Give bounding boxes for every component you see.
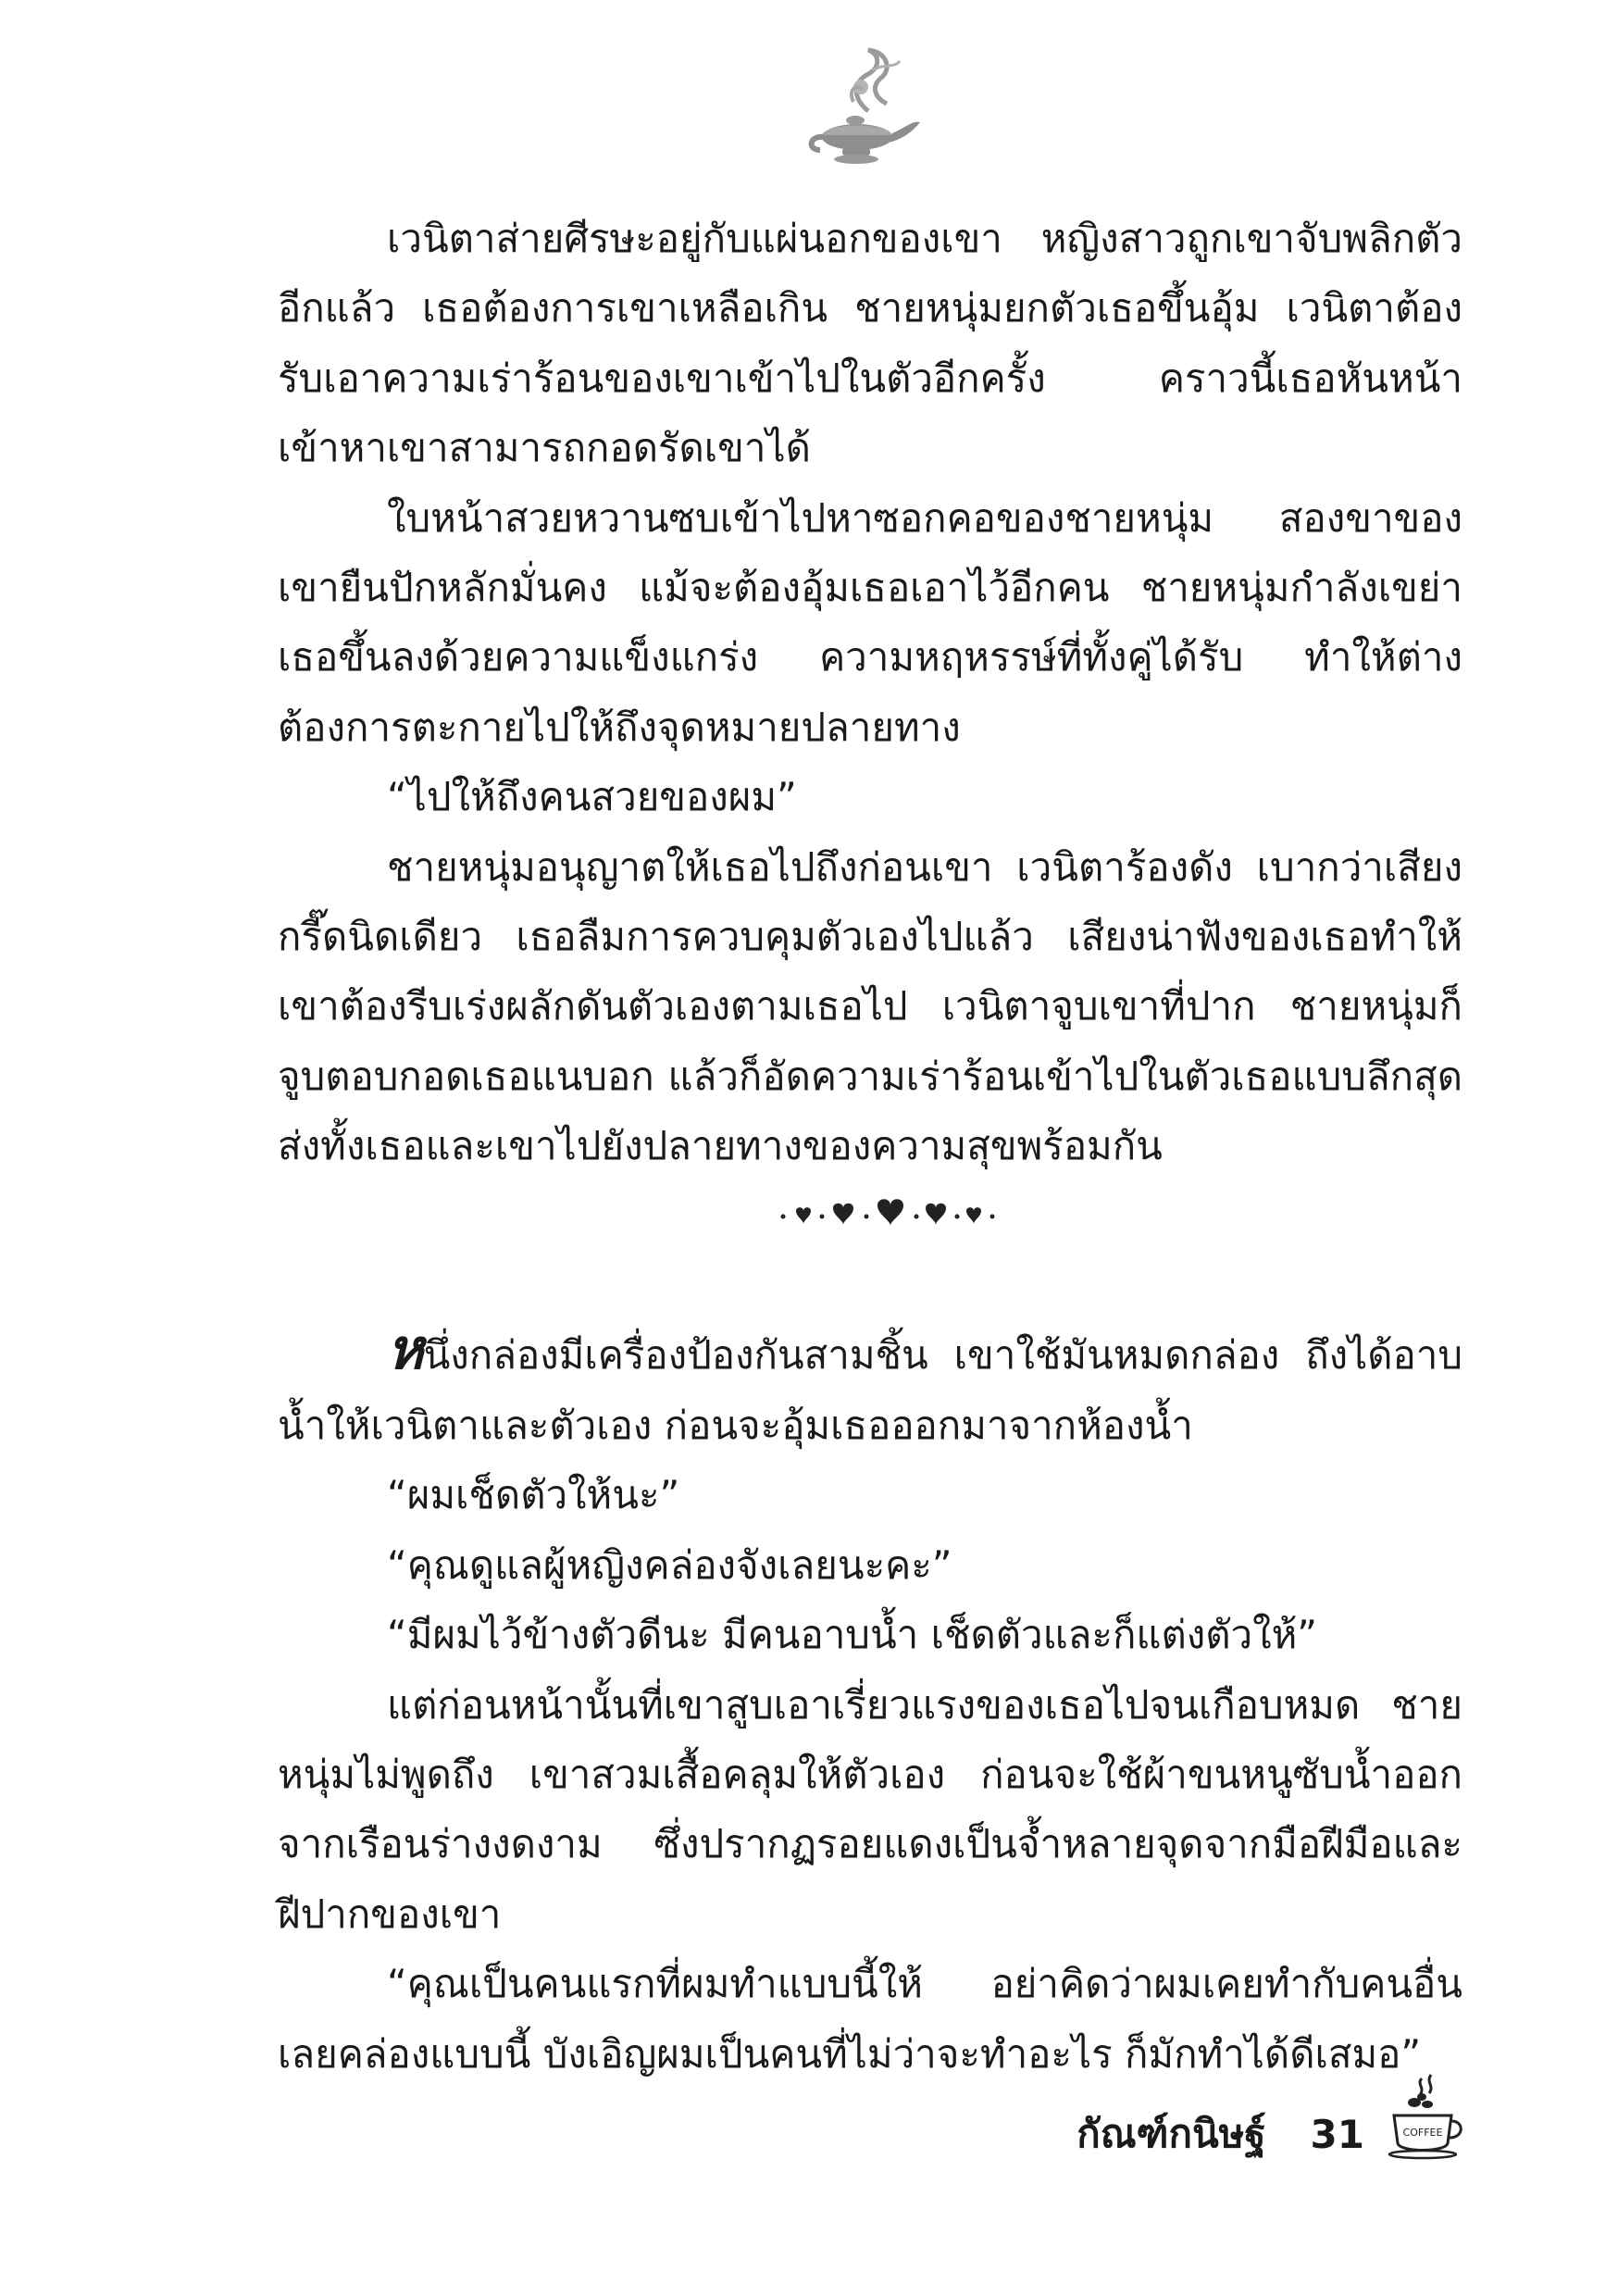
paragraph: ชายหนุ่มอนุญาตให้เธอไปถึงก่อนเขา เวนิตาร้องดัง เบากว่าเสียงกรี๊ดนิดเดียว เธอลืมการควบคุมตัวเองไปแล้ว เสียงน่าฟังของเธอทำให้เขาต้องรีบเร่งผลักดันตัวเองตามเธอไป เวนิตาจูบเขาที่ปาก ชายหนุ่มก็จูบตอบกอดเธอแนบอก แล้วก็อัดความเร่าร้อนเข้าไปในตัวเธอแบบลึกสุด ส่งทั้งเธอและเขาไปยังปลายทางของความสุขพร้อมกัน <box>278 843 1462 1169</box>
body-text <box>278 204 1462 2089</box>
paragraph: “ผมเช็ดตัวให้นะ” <box>387 1472 680 1518</box>
paragraph: “มีผมไว้ข้างตัวดีนะ มีคนอาบน้ำ เช็ดตัวและก็แต่งตัวให้” <box>387 1612 1318 1658</box>
coffee-label: COFFEE <box>1402 2127 1443 2139</box>
genie-lamp-icon <box>796 46 926 167</box>
coffee-cup-icon <box>1385 2071 1470 2160</box>
page-footer <box>1077 2083 1470 2185</box>
paragraph: “คุณดูแลผู้หญิงคล่องจังเลยนะคะ” <box>387 1541 952 1588</box>
paragraph: “คุณเป็นคนแรกที่ผมทำแบบนี้ให้ อย่าคิดว่าผมเคยทำกับคนอื่นเลยคล่องแบบนี้ บังเอิญผมเป็นคนที่ไม่ว่าจะทำอะไร ก็มักทำได้ดีเสมอ” <box>278 1961 1462 2077</box>
paragraph: แต่ก่อนหน้านั้นที่เขาสูบเอาเรี่ยวแรงของเธอไปจนเกือบหมด ชายหนุ่มไม่พูดถึง เขาสวมเสื้อคลุมให้ตัวเอง ก่อนจะใช้ผ้าขนหนูซับน้ำออกจากเรือนร่างงดงาม ซึ่งปรากฏรอยแดงเป็นจ้ำหลายจุดจากมือฝีมือและฝีปากของเขา <box>278 1681 1462 1937</box>
page-number: 31 <box>1310 2111 1364 2157</box>
hearts-divider-icon <box>778 1196 1000 1233</box>
section-opening-paragraph <box>278 1317 1462 1460</box>
author-name: กัณฑ์กนิษฐ์ <box>1077 2111 1266 2156</box>
drop-cap: ห <box>387 1317 424 1383</box>
paragraph: ใบหน้าสวยหวานซบเข้าไปหาซอกคอของชายหนุ่ม สองขาของเขายืนปักหลักมั่นคง แม้จะต้องอุ้มเธอเอาไว้อีกคน ชายหนุ่มกำลังเขย่าเธอขึ้นลงด้วยความแข็งแกร่ง ความหฤหรรษ์ที่ทั้งคู่ได้รับ ทำให้ต่างต้องการตะกายไปให้ถึงจุดหมายปลายทาง <box>278 494 1462 750</box>
paragraph: “ไปให้ถึงคนสวยของผม” <box>387 774 797 820</box>
opening-text: นึ่งกล่องมีเครื่องป้องกันสามชิ้น เขาใช้มันหมดกล่อง ถึงได้อาบน้ำให้เวนิตาและตัวเอง ก่อนจะอุ้มเธอออกมาจากห้องน้ำ <box>278 1332 1462 1448</box>
paragraph: เวนิตาส่ายศีรษะอยู่กับแผ่นอกของเขา หญิงสาวถูกเขาจับพลิกตัวอีกแล้ว เธอต้องการเขาเหลือเกิน ชายหนุ่มยกตัวเธอขึ้นอุ้ม เวนิตาต้องรับเอาความเร่าร้อนของเขาเข้าไปในตัวอีกครั้ง คราวนี้เธอหันหน้าเข้าหาเขาสามารถกอดรัดเขาได้ <box>278 216 1462 471</box>
section-divider <box>296 1181 1481 1251</box>
